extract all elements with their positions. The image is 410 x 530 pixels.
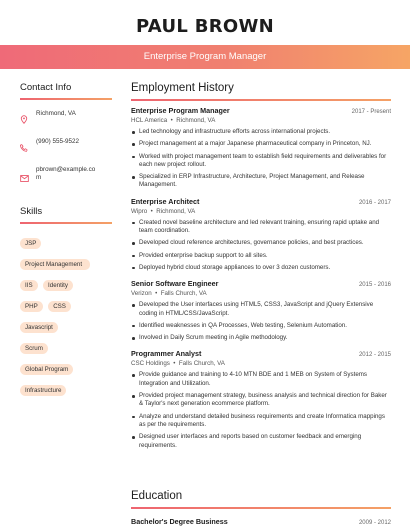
- job-bullets: [131, 371, 391, 449]
- skill-tag: CSS: [48, 301, 71, 312]
- skills-divider: [20, 222, 112, 224]
- contact-phone: [20, 138, 112, 157]
- contact-section-title: Contact Info: [20, 82, 72, 93]
- job-list: [131, 106, 391, 450]
- contact-divider: [20, 98, 112, 100]
- phone-icon: [20, 138, 36, 157]
- separator-dot: •: [151, 290, 161, 298]
- contact-location: [20, 110, 112, 129]
- job-entry: [131, 279, 391, 342]
- employment-divider: [131, 99, 391, 101]
- job-bullets: [131, 128, 391, 190]
- job-bullet: Provided project management strategy, business analysis and technical direction for Baker & Taylor's next generation ecommerce platform.: [131, 392, 391, 409]
- job-header: [131, 197, 391, 206]
- job-bullet: Provide guidance and training to 4-10 MTN BDE and 1 MEB on System of Systems Integration and Utilization.: [131, 371, 391, 388]
- job-header: [131, 106, 391, 115]
- job-bullet: Led technology and infrastructure efforts across international projects.: [131, 128, 391, 136]
- employment-section-title: Employment History: [131, 82, 234, 94]
- job-bullet: Developed cloud reference architectures, governance policies, and best practices.: [131, 239, 391, 247]
- job-entry: [131, 349, 391, 449]
- job-company: Wipro: [131, 207, 148, 215]
- skills-list: [20, 232, 112, 400]
- job-dates: 2015 - 2016: [358, 282, 391, 289]
- education-divider: [131, 507, 391, 509]
- education-dates: 2009 - 2012: [358, 520, 391, 526]
- job-location: Richmond, VA: [156, 207, 196, 215]
- job-bullets: [131, 301, 391, 342]
- skill-tag: IIS: [20, 280, 38, 291]
- job-header: [131, 349, 391, 358]
- job-bullet: Project management at a major Japanese pharmaceutical company in Princeton, NJ.: [131, 140, 391, 148]
- job-bullet: Provided enterprise backup support to all sites.: [131, 252, 391, 260]
- job-header: [131, 279, 391, 288]
- job-bullet: Worked with project management team to establish field requirements and deliverables for each new project rollout.: [131, 153, 391, 170]
- job-bullet: Developed the User interfaces using HTML5, CSS3, JavaScript and jQuery Extensive coding in HTML/CSS/JavaScript.: [131, 301, 391, 318]
- job-dates: 2016 - 2017: [358, 199, 391, 206]
- skill-tag: PHP: [20, 301, 43, 312]
- education-section: [131, 490, 391, 526]
- left-column: [20, 82, 112, 400]
- contact-location-text: Richmond, VA: [36, 110, 76, 117]
- job-company: Verizon: [131, 290, 152, 298]
- skill-tag: Identity: [43, 280, 73, 291]
- job-location: Falls Church, VA: [178, 360, 225, 368]
- job-title: Enterprise Architect: [131, 196, 200, 206]
- skill-tag: Project Management: [20, 259, 90, 270]
- education-degree: Bachelor's Degree Business: [131, 517, 228, 526]
- job-dates: 2012 - 2015: [358, 352, 391, 359]
- job-bullets: [131, 219, 391, 272]
- job-title: Senior Software Engineer: [131, 279, 219, 289]
- job-title: Enterprise Program Manager: [131, 106, 230, 115]
- envelope-icon: [20, 166, 36, 187]
- job-bullet: Analyze and understand detailed business requirements and create Informatica mappings as per the requirements.: [131, 413, 391, 430]
- job-company: HCL America: [131, 117, 168, 124]
- job-bullet: Involved in Daily Scrum meeting in Agile methodology.: [131, 334, 391, 342]
- contact-phone-text[interactable]: (990) 555-9522: [36, 138, 80, 145]
- contact-email: [20, 166, 112, 187]
- job-entry: [131, 106, 391, 190]
- job-company-line: [131, 117, 391, 124]
- role-title: Enterprise Program Manager: [143, 51, 267, 62]
- role-banner: [0, 45, 410, 69]
- location-pin-icon: [20, 110, 36, 129]
- skill-tag: Scrum: [20, 343, 48, 354]
- job-location: Richmond, VA: [176, 117, 216, 124]
- job-location: Falls Church, VA: [160, 290, 207, 298]
- job-bullet: Specialized in ERP Infrastructure, Architecture, Project Management, and Release Management.: [131, 173, 391, 190]
- job-company-line: [131, 208, 391, 215]
- separator-dot: •: [167, 117, 177, 124]
- education-section-title: Education: [131, 490, 183, 502]
- skill-tag: Javascript: [20, 322, 58, 333]
- job-company: CSC Holdings: [131, 360, 170, 368]
- separator-dot: •: [169, 360, 179, 368]
- skill-tag: JSP: [20, 238, 41, 249]
- right-column: [131, 82, 391, 454]
- education-entry: [131, 517, 391, 526]
- job-bullet: Designed user interfaces and reports based on customer feedback and emerging requirements.: [131, 433, 391, 450]
- skill-tag: Infrastructure: [20, 385, 66, 396]
- job-title: Programmer Analyst: [131, 349, 202, 359]
- job-dates: 2017 - Present: [351, 109, 391, 115]
- resume-name: PAUL BROWN: [135, 16, 275, 37]
- contact-email-text[interactable]: pbrown@example.com: [36, 166, 96, 181]
- job-bullet: Identified weaknesses in QA Processes, Web testing, Selenium Automation.: [131, 322, 391, 330]
- job-bullet: Deployed hybrid cloud storage appliances to over 3 dozen customers.: [131, 264, 391, 272]
- separator-dot: •: [147, 207, 157, 215]
- job-entry: [131, 197, 391, 272]
- job-company-line: [131, 290, 391, 297]
- skill-tag: Global Program: [20, 364, 73, 375]
- skills-section-title: Skills: [20, 206, 43, 217]
- job-company-line: [131, 360, 391, 367]
- job-bullet: Created novel baseline architecture and led relevant training, ensuring rapid uptake and team coordination.: [131, 219, 391, 236]
